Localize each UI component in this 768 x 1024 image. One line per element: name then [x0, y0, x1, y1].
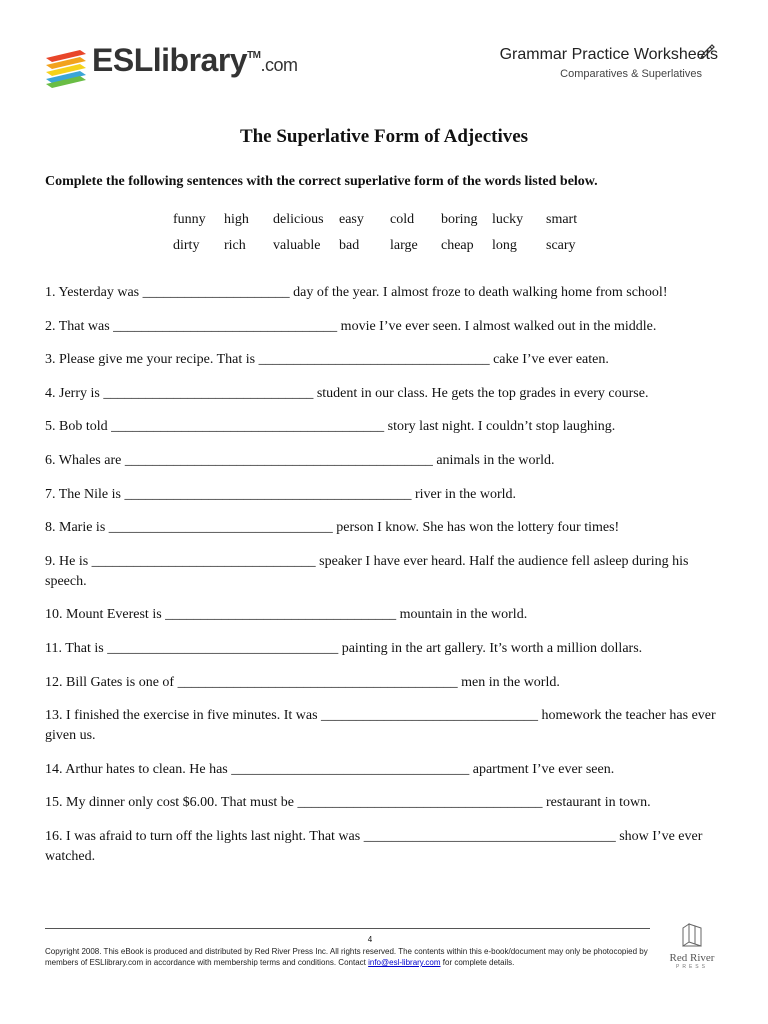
question-item: 3. Please give me your recipe. That is _________________________________ cake I’ve ever eaten.	[45, 352, 609, 368]
question-item: 2. That was ________________________________ movie I’ve ever seen. I almost walked out in the middle.	[45, 318, 657, 334]
logo-text: ESLlibrary™.com	[92, 42, 298, 78]
publisher-press: PRESS	[676, 964, 708, 970]
page-number: 4	[367, 935, 373, 944]
word-bank-row	[173, 212, 586, 238]
question-item: 15. My dinner only cost $6.00. That must be ___________________________________ restaurant in town.	[45, 795, 651, 811]
series-subtitle: Comparatives & Superlatives	[560, 68, 702, 80]
question-item: 6. Whales are ____________________________________________ animals in the world.	[45, 452, 555, 468]
word: long	[492, 238, 517, 253]
question-item: 16. I was afraid to turn off the lights last night. That was ____________________________________ show I’ve ever watched.	[45, 828, 703, 864]
word: lucky	[492, 212, 524, 227]
word: smart	[546, 212, 578, 227]
footer-divider	[45, 928, 650, 929]
copyright-text: Copyright 2008. This eBook is produced and distributed by Red River Press Inc. All rights reserved. The contents within this e-book/document may only be photocopied by members of ESLlibrary.com in accordance with membership terms and conditions. Contact	[45, 947, 648, 967]
word: valuable	[273, 238, 321, 253]
worksheet-title: The Superlative Form of Adjectives	[239, 126, 529, 147]
word: dirty	[173, 238, 200, 253]
word: high	[224, 212, 249, 227]
question-item: 8. Marie is ________________________________ person I know. She has won the lottery four times!	[45, 520, 620, 536]
question-item: 9. He is ________________________________ speaker I have ever heard. Half the audience fell asleep during his speech.	[45, 553, 689, 589]
series-title: Grammar Practice Worksheets	[499, 46, 718, 63]
contact-email-link[interactable]: info@esl-library.com	[368, 958, 441, 967]
books-stack-icon	[44, 44, 88, 88]
word: cold	[390, 212, 415, 227]
question-item: 10. Mount Everest is _________________________________ mountain in the world.	[45, 607, 528, 623]
books-logo-icon	[677, 922, 707, 948]
question-item: 7. The Nile is _________________________________________ river in the world.	[45, 486, 517, 502]
word: large	[390, 238, 418, 253]
word-bank-row	[173, 238, 586, 264]
word: cheap	[441, 238, 474, 253]
red-river-press-logo	[662, 922, 722, 970]
question-list	[45, 283, 725, 881]
word-bank	[173, 212, 586, 264]
question-item: 1. Yesterday was _____________________ day of the year. I almost froze to death walking home from school!	[45, 285, 668, 300]
instructions: Complete the following sentences with the correct superlative form of the words listed below.	[45, 174, 598, 189]
word: scary	[546, 238, 576, 253]
word: funny	[173, 212, 206, 227]
word: delicious	[273, 212, 324, 227]
question-item: 12. Bill Gates is one of ________________________________________ men in the world.	[45, 674, 560, 690]
question-item: 13. I finished the exercise in five minutes. It was _______________________________ homework the teacher has ever given us.	[45, 708, 716, 744]
pencil-icon	[697, 42, 717, 62]
word: rich	[224, 238, 246, 253]
question-item: 5. Bob told _______________________________________ story last night. I couldn’t stop laughing.	[45, 419, 616, 435]
series-heading	[500, 46, 718, 80]
word: easy	[339, 212, 364, 227]
word: boring	[441, 212, 478, 227]
publisher-name: Red River	[669, 952, 715, 964]
copyright-notice	[45, 946, 660, 968]
question-item: 4. Jerry is ______________________________ student in our class. He gets the top grades in every course.	[45, 385, 649, 401]
question-item: 14. Arthur hates to clean. He has __________________________________ apartment I’ve ever seen.	[45, 761, 615, 777]
question-item: 11. That is _________________________________ painting in the art gallery. It’s worth a million dollars.	[45, 640, 643, 656]
word: bad	[339, 238, 360, 253]
copyright-text-end: for complete details.	[440, 958, 515, 967]
page-header	[0, 0, 768, 110]
